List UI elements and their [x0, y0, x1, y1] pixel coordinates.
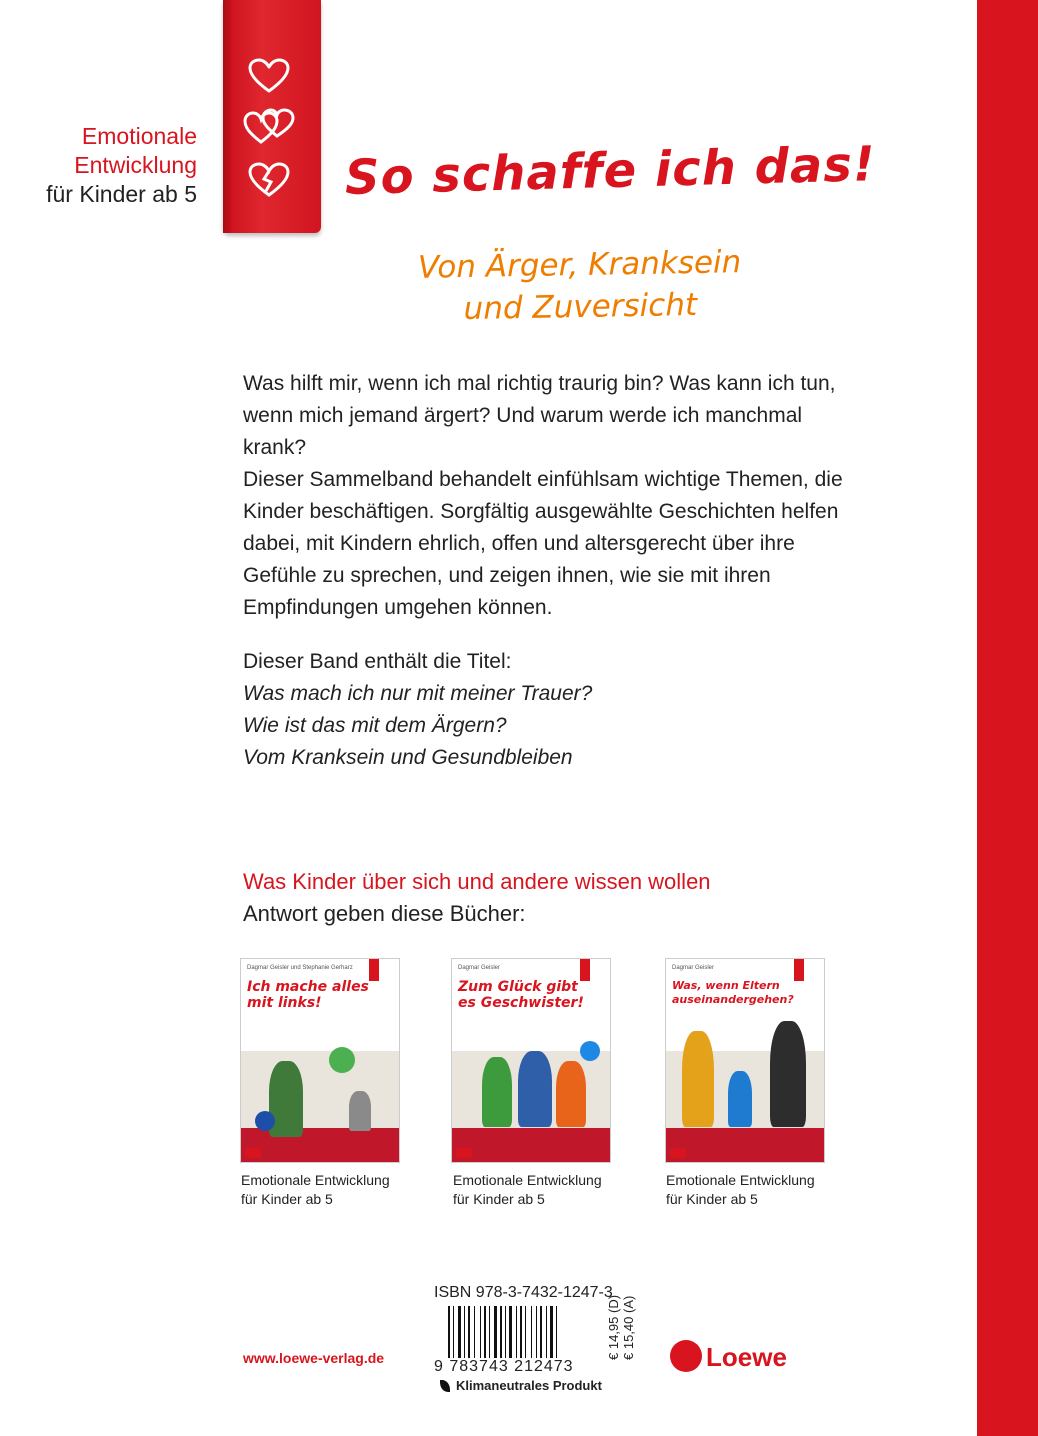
barcode-bar — [500, 1306, 502, 1358]
price-germany: € 14,95 (D) — [606, 1294, 621, 1360]
book-caption-2 — [453, 1171, 602, 1209]
barcode-bar — [489, 1306, 490, 1358]
child-figure — [728, 1071, 752, 1127]
publisher-logo-icon — [245, 1148, 261, 1158]
ball-figure — [329, 1047, 355, 1073]
barcode-bar — [464, 1306, 465, 1358]
series-line-2: Entwicklung — [74, 152, 197, 178]
description-paragraph-1: Was hilft mir, wenn ich mal richtig traurig bin? Was kann ich tun, wenn mich jemand ärgert? Und warum werde ich manchmal krank? — [243, 372, 836, 459]
description — [243, 368, 843, 624]
contents-title-1: Was mach ich nur mit meiner Trauer? — [243, 682, 593, 705]
barcode-bar — [458, 1306, 461, 1358]
price-block — [606, 1294, 636, 1360]
publisher-name: Loewe — [706, 1342, 787, 1372]
barcode-bar — [520, 1306, 522, 1358]
series-line-3: für Kinder ab 5 — [46, 181, 197, 207]
barcode-bar — [546, 1306, 547, 1358]
promo-line-2: Antwort geben diese Bücher: — [243, 901, 526, 926]
promo-text — [243, 866, 711, 930]
lion-logo-icon — [670, 1340, 702, 1372]
caption-line-1: Emotionale Entwicklung — [666, 1172, 815, 1188]
book-title: Was, wenn Eltern auseinandergehen? — [672, 979, 794, 1006]
book-cover-2[interactable] — [451, 958, 611, 1163]
barcode-bar — [448, 1306, 450, 1358]
caption-line-1: Emotionale Entwicklung — [453, 1172, 602, 1188]
series-line-1: Emotionale — [81, 123, 197, 149]
cover-ribbon — [580, 959, 590, 981]
caption-line-2: für Kinder ab 5 — [666, 1191, 758, 1207]
caption-line-2: für Kinder ab 5 — [241, 1191, 333, 1207]
leaf-icon — [440, 1380, 450, 1392]
cover-rug — [452, 1128, 610, 1162]
climate-neutral-label — [440, 1378, 602, 1393]
cover-rug — [241, 1128, 399, 1162]
book-title: So schaffe ich das! — [344, 136, 877, 206]
book-author: Dagmar Geisler und Stephanie Gerharz — [247, 965, 353, 971]
price-austria: € 15,40 (A) — [621, 1295, 636, 1360]
caption-line-1: Emotionale Entwicklung — [241, 1172, 390, 1188]
book-subtitle — [399, 241, 760, 331]
contents-title-3: Vom Kranksein und Gesundbleiben — [243, 746, 573, 769]
promo-line-1: Was Kinder über sich und andere wissen wollen — [243, 869, 711, 894]
subtitle-line-2: und Zuversicht — [463, 286, 698, 328]
cover-ribbon — [794, 959, 804, 981]
barcode-bar — [484, 1306, 486, 1358]
ball-figure — [255, 1111, 275, 1131]
contents-list — [243, 646, 592, 774]
book-cover-3[interactable] — [665, 958, 825, 1163]
barcode-digits: 9 783743 212473 — [434, 1358, 574, 1375]
barcode-bar — [556, 1306, 557, 1358]
question-bubble-icon — [580, 1041, 600, 1061]
cover-illustration — [241, 1051, 399, 1162]
cover-illustration — [666, 1051, 824, 1162]
father-figure — [770, 1021, 806, 1127]
barcode-bar — [540, 1306, 542, 1358]
barcode-bar — [525, 1306, 526, 1358]
barcode-bar — [550, 1306, 553, 1358]
barcode-bar — [509, 1306, 512, 1358]
cover-illustration — [452, 1051, 610, 1162]
contents-intro: Dieser Band enthält die Titel: — [243, 650, 512, 673]
publisher-url[interactable]: www.loewe-verlag.de — [243, 1350, 385, 1366]
ribbon-edge — [223, 0, 231, 233]
subtitle-line-1: Von Ärger, Kranksein — [417, 244, 742, 286]
barcode-bar — [453, 1306, 454, 1358]
girl-figure — [269, 1061, 303, 1137]
contents-title-2: Wie ist das mit dem Ärgern? — [243, 714, 507, 737]
right-color-strip — [977, 0, 1038, 1436]
cover-rug — [666, 1128, 824, 1162]
barcode-bar — [516, 1306, 517, 1358]
heart-icon — [247, 58, 291, 94]
double-heart-icon — [243, 106, 297, 146]
cat-figure — [349, 1091, 371, 1131]
bookmark-ribbon — [223, 0, 321, 233]
barcode-bar — [494, 1306, 497, 1358]
caption-line-2: für Kinder ab 5 — [453, 1191, 545, 1207]
barcode-bar — [505, 1306, 506, 1358]
book-title: Ich mache alles mit links! — [247, 979, 369, 1011]
barcode-bar — [531, 1306, 532, 1358]
book-author: Dagmar Geisler — [458, 965, 501, 971]
book-title: Zum Glück gibt es Geschwister! — [458, 979, 584, 1011]
publisher-logo-icon — [456, 1148, 472, 1158]
barcode-bar — [480, 1306, 481, 1358]
child-figure — [556, 1061, 586, 1127]
book-caption-3 — [666, 1171, 815, 1209]
barcode-bar — [468, 1306, 470, 1358]
climate-neutral-text: Klimaneutrales Produkt — [456, 1378, 602, 1393]
child-figure — [482, 1057, 512, 1127]
barcode — [448, 1306, 596, 1358]
barcode-bar — [474, 1306, 475, 1358]
description-paragraph-2: Dieser Sammelband behandelt einfühlsam wichtige Themen, die Kinder beschäftigen. Sorgfältig ausgewählte Geschichten helfen dabei, mit Kindern ehrlich, offen und altersgerecht über ihre Gefühle zu sprechen, und zeigen ihnen, wie sie mit ihren Empfindungen umgehen können. — [243, 468, 843, 619]
isbn-number: ISBN 978-3-7432-1247-3 — [434, 1284, 613, 1301]
cover-ribbon — [369, 959, 379, 981]
book-author: Dagmar Geisler — [672, 965, 715, 971]
barcode-bar — [536, 1306, 537, 1358]
book-cover-1[interactable] — [240, 958, 400, 1163]
mother-figure — [682, 1031, 714, 1127]
child-figure — [518, 1051, 552, 1127]
book-caption-1 — [241, 1171, 390, 1209]
publisher-logo-icon — [670, 1148, 686, 1158]
broken-heart-icon — [247, 162, 291, 198]
series-label — [46, 122, 197, 209]
